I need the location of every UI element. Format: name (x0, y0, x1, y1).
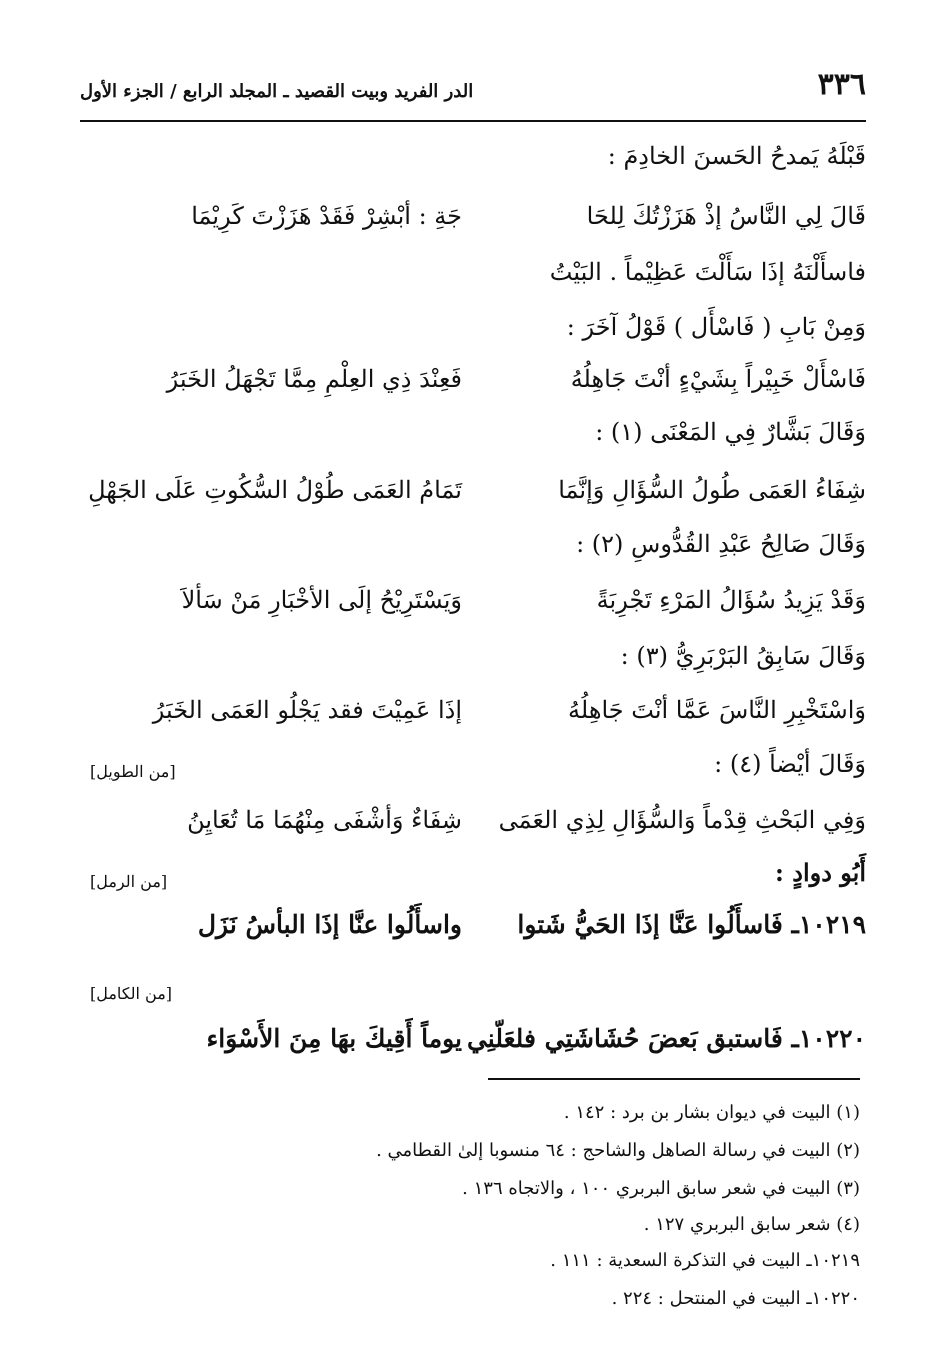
verse-first-hemistich: شِفَاءُ العَمَى طُولُ السُّؤَالِ وَإنَّمَا (558, 476, 866, 504)
verse-numbered (80, 910, 866, 950)
header-rule (80, 120, 866, 122)
intro-line: وَقَالَ أيْضاً (٤) : (714, 750, 866, 778)
verse (80, 476, 866, 516)
verse-second-hemistich: تَمَامُ العَمَى طُوْلُ السُّكُوتِ عَلَى الجَهْلِ (88, 476, 462, 504)
intro-line: وَقَالَ سَابِقُ البَرْبَرِيُّ (٣) : (620, 642, 866, 670)
intro-line: وَمِنْ بَابِ ( فَاسْأَل ) قَوْلُ آخَرَ : (566, 313, 866, 341)
verse-first-hemistich: ١٠٢١٩ـ فَاسأَلُوا عَنَّا إذَا الحَيُّ شَتوا (517, 910, 866, 939)
footnote: (١) البيت في ديوان بشار بن برد : ١٤٢ . (563, 1102, 860, 1123)
verse-first-hemistich: فَاسْأَلْ خَبِيْراً بِشَيْءٍ أنْتَ جَاهِلُهُ (570, 365, 866, 393)
verse-first-hemistich: وَاسْتَخْبِرِ النَّاسَ عَمَّا أنْتَ جَاهِلُهُ (568, 696, 866, 724)
verse-second-hemistich: فَعِنْدَ ذِي العِلْمِ مِمَّا تَجْهَلُ الخَبَرُ (166, 365, 462, 393)
footnote-rule (488, 1078, 860, 1080)
verse (80, 696, 866, 736)
verse (80, 806, 866, 846)
verse-first-hemistich: وَقَدْ يَزِيدُ سُؤَالُ المَرْءِ تَجْرِبَةً (596, 586, 866, 614)
footnote: (٣) البيت في شعر سابق البربري ١٠٠ ، والاتجاه ١٣٦ . (462, 1178, 860, 1199)
running-header (80, 58, 866, 102)
verse (80, 365, 866, 405)
intro-line: وَقَالَ صَالِحُ عَبْدِ القُدُّوسِ (٢) : (576, 530, 866, 558)
verse-first-hemistich: قَالَ لِي النَّاسُ إذْ هَزَزْتُكَ لِلحَا (586, 202, 866, 230)
verse (80, 586, 866, 626)
intro-line: قَبْلَهُ يَمدحُ الحَسنَ الخادِمَ : (607, 142, 866, 170)
footnote: ١٠٢١٩ـ البيت في التذكرة السعدية : ١١١ . (550, 1250, 860, 1271)
verse-second-hemistich: واسأَلُوا عنَّا إذَا البأسُ نَزَل (197, 910, 462, 939)
verse-second-hemistich: جَةِ : أبْشِرْ فَقَدْ هَزَزْتَ كَرِيْمَا (191, 202, 462, 230)
verse (80, 202, 866, 242)
footnote: (٤) شعر سابق البربري ١٢٧ . (643, 1214, 860, 1235)
footnote: ١٠٢٢٠ـ البيت في المنتحل : ٢٢٤ . (611, 1288, 860, 1309)
footnote: (٢) البيت في رسالة الصاهل والشاحج : ٦٤ منسوبا إلىٰ القطامي . (376, 1140, 860, 1161)
verse-first-hemistich: ١٠٢٢٠ـ فَاستبق بَعضَ حُشَاشَتِي فلعَلّنِي (466, 1024, 866, 1053)
verse-numbered (80, 1024, 866, 1064)
running-title: الدر الفريد وبيت القصيد ـ المجلد الرابع / الجزء الأول (80, 81, 474, 102)
verse-second-hemistich: إذَا عَمِيْتَ فقد يَجْلُو العَمَى الخَبَرُ (152, 696, 462, 724)
page-number: ٣٣٦ (817, 67, 866, 102)
verse-second-hemistich: يوماً أَقِيكَ بهَا مِنَ الأَسْوَاء (206, 1024, 462, 1053)
continuation-line: فاسأَلْنَهُ إذَا سَأَلْتَ عَظِيْماً . البَيْتُ (549, 258, 866, 286)
meter-label: [من الكامل] (90, 984, 173, 1003)
poet-name: أَبُو دوادٍ : (775, 858, 866, 887)
meter-label: [من الرمل] (90, 872, 168, 891)
verse-second-hemistich: شِفَاءٌ وَأشْفَى مِنْهُمَا مَا تُعَايِنُ (187, 806, 462, 834)
verse-second-hemistich: وَيَسْتَرِيْحُ إلَى الأخْبَارِ مَنْ سَألاَ (181, 586, 462, 614)
meter-label: [من الطويل] (90, 762, 176, 781)
intro-line: وَقَالَ بَشَّارٌ فِي المَعْنَى (١) : (595, 418, 866, 446)
verse-first-hemistich: وَفِي البَحْثِ قِدْماً وَالسُّؤَالِ لِذِي العَمَى (498, 806, 866, 834)
